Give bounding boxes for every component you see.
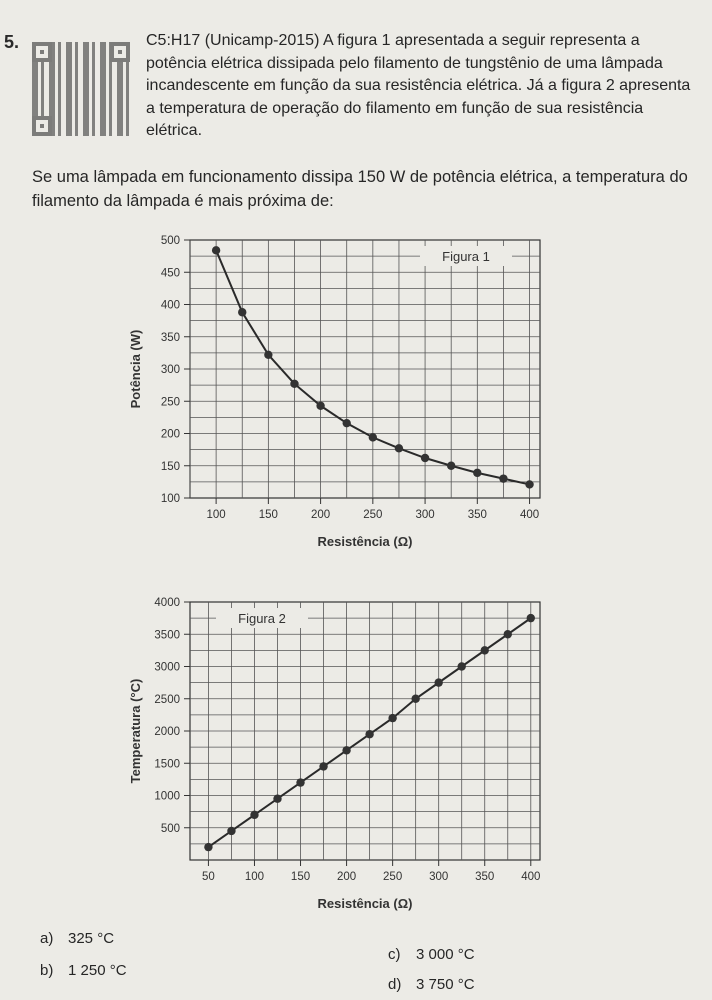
option-letter: b) bbox=[40, 962, 54, 979]
option-text: 3 750 °C bbox=[416, 976, 475, 993]
data-point bbox=[316, 402, 324, 410]
x-tick-label: 300 bbox=[429, 871, 449, 883]
data-point bbox=[227, 827, 235, 835]
figure-1-chart bbox=[120, 230, 560, 550]
option-b[interactable] bbox=[40, 962, 127, 979]
data-point bbox=[342, 746, 350, 754]
x-tick-label: 250 bbox=[363, 509, 383, 521]
data-point bbox=[434, 678, 442, 686]
data-point bbox=[504, 630, 512, 638]
y-tick-label: 250 bbox=[160, 396, 180, 409]
data-point bbox=[473, 469, 481, 477]
data-point bbox=[458, 662, 466, 670]
x-axis-title: Resistência (Ω) bbox=[317, 896, 413, 911]
data-point bbox=[238, 308, 246, 316]
data-point bbox=[250, 811, 258, 819]
x-tick-label: 350 bbox=[475, 871, 495, 883]
data-point bbox=[319, 762, 327, 770]
data-point bbox=[411, 695, 419, 703]
y-tick-label: 2500 bbox=[154, 693, 180, 706]
option-d[interactable] bbox=[388, 976, 475, 993]
option-text: 3 000 °C bbox=[416, 946, 475, 963]
data-point bbox=[499, 474, 507, 482]
y-tick-label: 4000 bbox=[154, 597, 180, 609]
x-tick-label: 200 bbox=[311, 509, 331, 521]
data-point bbox=[343, 419, 351, 427]
data-point bbox=[273, 795, 281, 803]
y-tick-label: 500 bbox=[160, 822, 180, 835]
x-tick-label: 100 bbox=[206, 509, 226, 521]
data-point bbox=[290, 380, 298, 388]
x-tick-label: 200 bbox=[336, 871, 357, 883]
legend-label: Figura 2 bbox=[238, 611, 286, 626]
question-header: C5:H17 (Unicamp-2015) A figura 1 apresentada a seguir representa a potência elétrica dissipada pelo filamento de tungstênio de uma lâmpada incandescente em função da sua resistência elétrica. Já a figura 2 apresenta a temperatura de operação do filamento em função de sua resistência elétrica. bbox=[146, 32, 691, 139]
data-point bbox=[525, 480, 533, 488]
option-letter: d) bbox=[388, 976, 402, 993]
data-point bbox=[395, 444, 403, 452]
x-tick-label: 150 bbox=[258, 509, 278, 521]
data-point bbox=[365, 730, 373, 738]
x-tick-label: 150 bbox=[290, 871, 311, 883]
data-point bbox=[204, 843, 212, 851]
y-axis-title: Temperatura (°C) bbox=[128, 678, 143, 784]
option-letter: c) bbox=[388, 946, 401, 963]
data-point bbox=[388, 714, 396, 722]
data-point bbox=[369, 433, 377, 441]
y-tick-label: 350 bbox=[160, 331, 180, 344]
data-point bbox=[296, 778, 304, 786]
option-text: 1 250 °C bbox=[68, 962, 127, 979]
x-tick-label: 250 bbox=[383, 871, 403, 883]
y-tick-label: 1000 bbox=[154, 790, 180, 803]
x-tick-label: 100 bbox=[244, 871, 265, 883]
y-tick-label: 150 bbox=[160, 460, 180, 473]
x-tick-label: 50 bbox=[202, 871, 215, 883]
x-tick-label: 400 bbox=[521, 871, 541, 883]
y-tick-label: 500 bbox=[160, 235, 180, 247]
data-point bbox=[212, 246, 220, 254]
y-tick-label: 2000 bbox=[154, 726, 180, 738]
data-point bbox=[527, 614, 535, 622]
y-tick-label: 3000 bbox=[154, 661, 180, 674]
data-point bbox=[264, 351, 272, 359]
x-tick-label: 300 bbox=[415, 509, 435, 521]
y-tick-label: 1500 bbox=[154, 758, 180, 771]
x-axis-title: Resistência (Ω) bbox=[317, 534, 413, 549]
y-tick-label: 450 bbox=[160, 267, 180, 280]
y-tick-label: 100 bbox=[160, 493, 180, 505]
x-tick-label: 350 bbox=[467, 509, 487, 521]
option-letter: a) bbox=[40, 930, 54, 947]
y-tick-label: 3500 bbox=[154, 629, 180, 642]
data-point bbox=[481, 646, 489, 654]
y-tick-label: 300 bbox=[160, 364, 180, 376]
data-point bbox=[421, 454, 429, 462]
x-tick-label: 400 bbox=[519, 509, 540, 521]
data-point bbox=[447, 462, 455, 470]
option-a[interactable] bbox=[40, 930, 114, 947]
question-prompt: Se uma lâmpada em funcionamento dissipa 150 W de potência elétrica, a temperatura do filamento da lâmpada é mais próxima de: bbox=[32, 168, 688, 210]
legend-label: Figura 1 bbox=[442, 249, 490, 264]
qr-code bbox=[32, 42, 130, 136]
y-tick-label: 400 bbox=[160, 299, 180, 312]
option-c[interactable] bbox=[388, 946, 475, 963]
question-number: 5. bbox=[4, 32, 20, 52]
option-text: 325 °C bbox=[68, 930, 115, 947]
figure-2-chart bbox=[120, 592, 560, 912]
y-axis-title: Potência (W) bbox=[128, 329, 143, 409]
y-tick-label: 200 bbox=[160, 428, 180, 441]
